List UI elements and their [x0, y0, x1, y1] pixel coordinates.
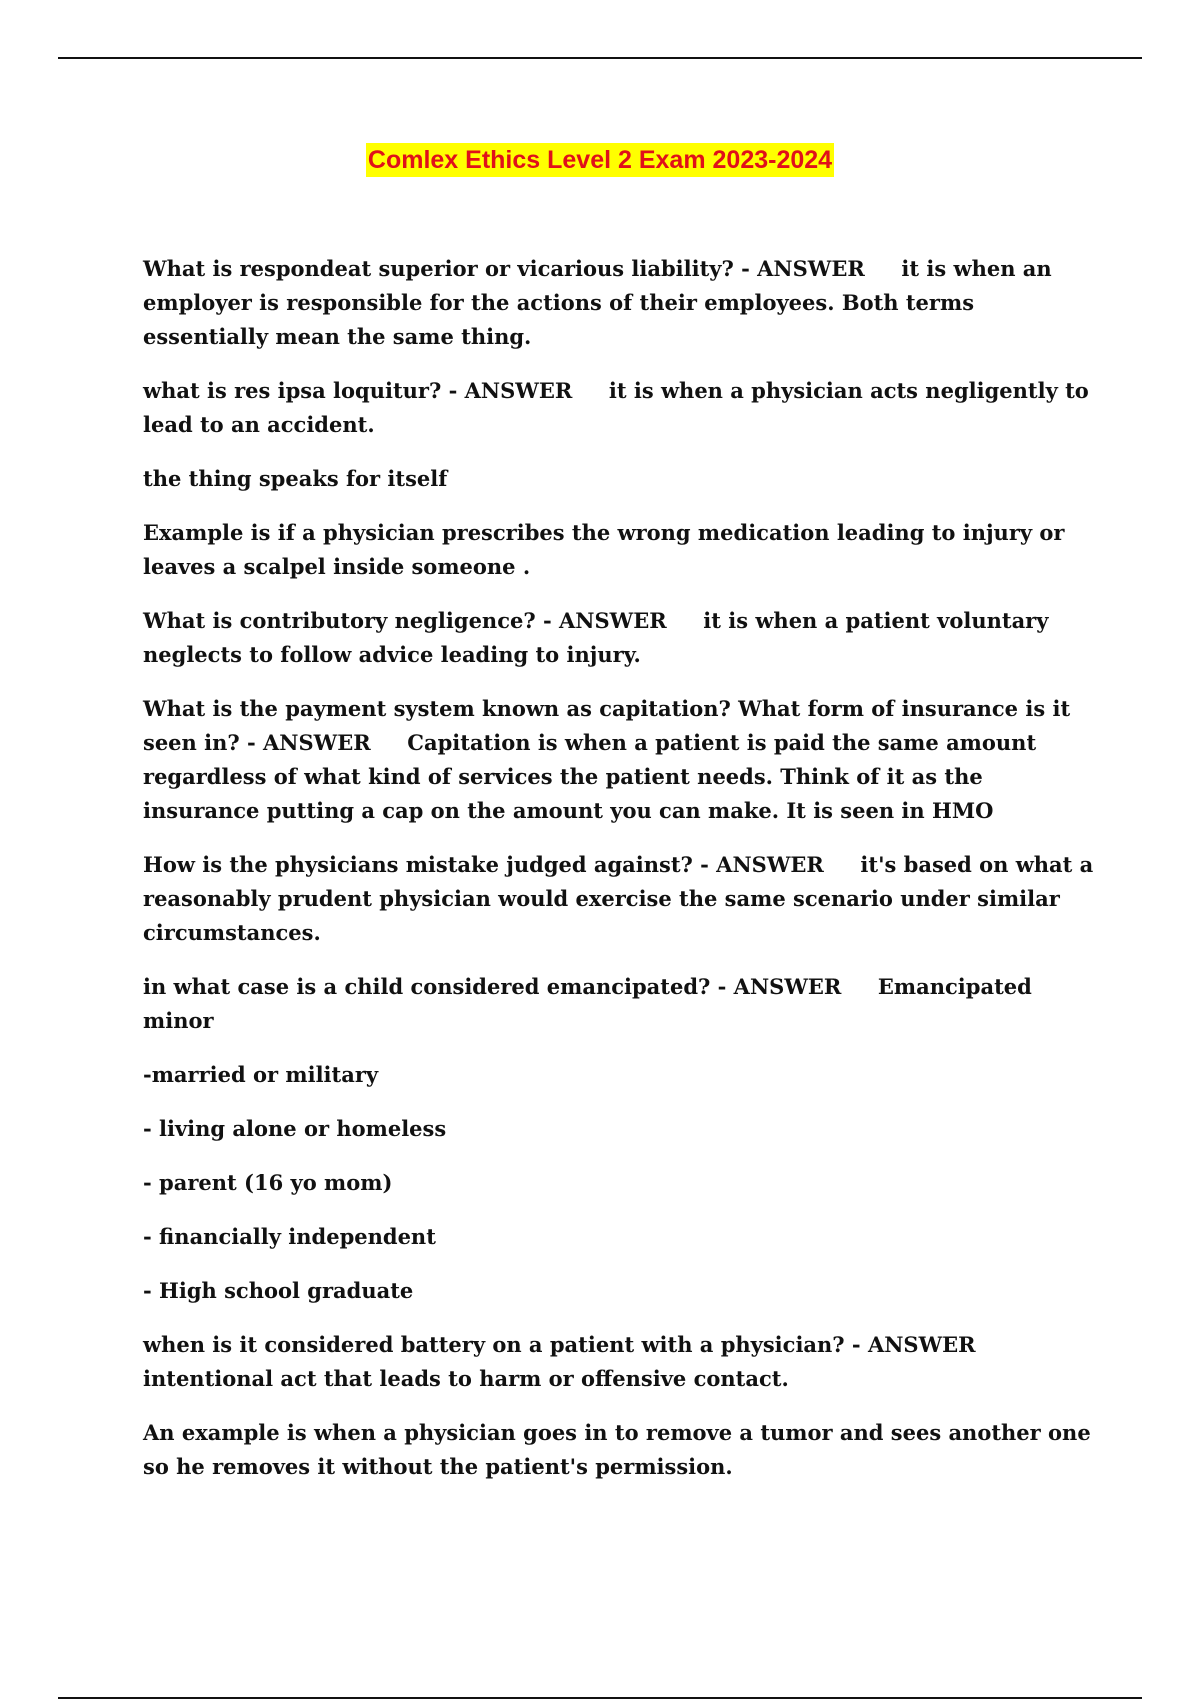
list-item-married-military: -married or military: [143, 1062, 379, 1087]
paragraph-res-ipsa-loquitur: what is res ipsa loquitur? - ANSWER it is when a physician acts negligently to lead to an accident.: [143, 378, 1097, 437]
paragraph-thing-speaks: the thing speaks for itself: [143, 466, 448, 491]
paragraph-contributory-negligence: What is contributory negligence? - ANSWER it is when a patient voluntary neglects to follow advice leading to injury.: [143, 608, 1056, 667]
list-item-parent: - parent (16 yo mom): [143, 1170, 393, 1195]
paragraph-capitation: What is the payment system known as capitation? What form of insurance is it seen in? - ANSWER Capitation is when a patient is paid the same amount regardless of what kind of services the patient needs. Think of it as the insurance putting a cap on the amount you can make. It is seen in HMO: [143, 696, 1078, 823]
title-container: [0, 143, 1200, 177]
paragraph-emancipated-minor: in what case is a child considered emancipated? - ANSWER Emancipated minor: [143, 974, 1040, 1033]
paragraph-example-medication: Example is if a physician prescribes the wrong medication leading to injury or leaves a scalpel inside someone .: [143, 520, 1072, 579]
document-title: Comlex Ethics Level 2 Exam 2023-2024: [366, 143, 834, 177]
top-rule: [58, 57, 1142, 59]
list-item-living-alone: - living alone or homeless: [143, 1116, 447, 1141]
paragraph-physician-mistake: How is the physicians mistake judged against? - ANSWER it's based on what a reasonably prudent physician would exercise the same scenario under similar circumstances.: [143, 852, 1101, 945]
list-item-high-school-graduate: - High school graduate: [143, 1278, 414, 1303]
document-body: [143, 252, 1105, 1504]
paragraph-battery-example: An example is when a physician goes in to remove a tumor and sees another one so he removes it without the patient's permission.: [143, 1420, 1098, 1479]
paragraph-respondeat-superior: What is respondeat superior or vicarious liability? - ANSWER it is when an employer is responsible for the actions of their employees. Both terms essentially mean the same thing.: [143, 256, 1059, 349]
list-item-financially-independent: - financially independent: [143, 1224, 436, 1249]
paragraph-battery: when is it considered battery on a patient with a physician? - ANSWER intentional act that leads to harm or offensive contact.: [143, 1332, 1013, 1391]
bottom-rule: [58, 1697, 1142, 1699]
